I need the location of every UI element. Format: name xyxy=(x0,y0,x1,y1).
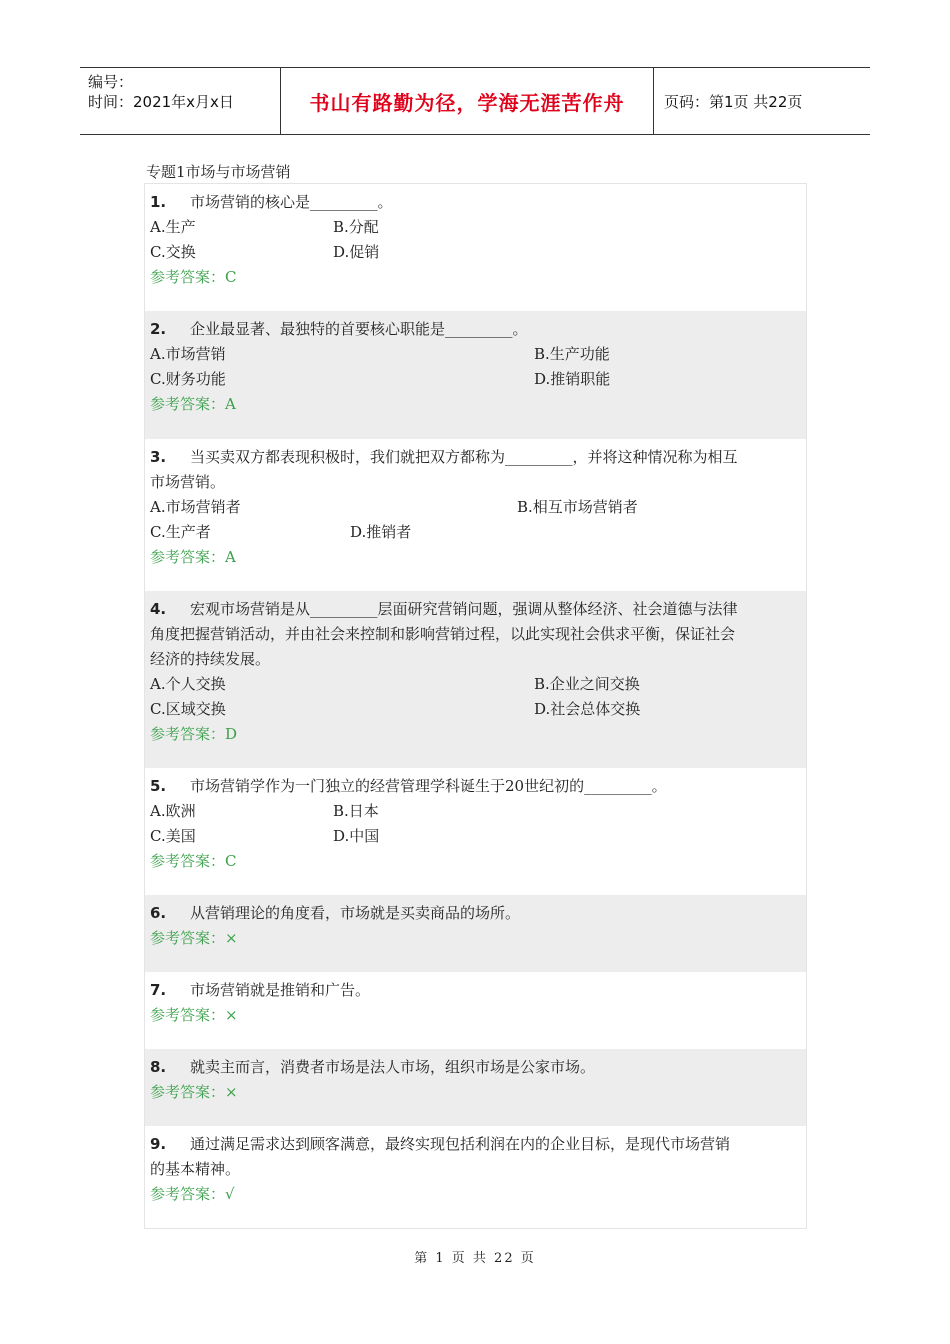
answer: 参考答案：A xyxy=(150,395,236,413)
question-item xyxy=(145,591,806,768)
document-date: 时间：2021年x月x日 xyxy=(88,93,234,111)
option: A.市场营销 xyxy=(150,345,226,363)
option: B.生产功能 xyxy=(534,345,610,363)
question-text-continued: 市场营销。 xyxy=(150,473,226,491)
question-item xyxy=(145,895,806,972)
section-title: 专题1市场与市场营销 xyxy=(146,163,291,181)
answer: 参考答案：D xyxy=(150,725,238,743)
header-motto-cell xyxy=(281,68,654,134)
option: A.市场营销者 xyxy=(150,498,241,516)
question-number: 1. xyxy=(150,193,167,211)
question-text: 当买卖双方都表现积极时，我们就把双方都称为_________，并将这种情况称为相互 xyxy=(190,448,738,466)
question-text-continued: 的基本精神。 xyxy=(150,1160,241,1178)
question-text: 市场营销学作为一门独立的经营管理学科诞生于20世纪初的_________。 xyxy=(190,777,667,795)
question-text-continued: 经济的持续发展。 xyxy=(150,650,271,668)
question-text: 通过满足需求达到顾客满意，最终实现包括利润在内的企业目标，是现代市场营销 xyxy=(190,1135,731,1153)
option: D.社会总体交换 xyxy=(534,700,641,718)
question-text: 从营销理论的角度看，市场就是买卖商品的场所。 xyxy=(190,904,521,922)
option: B.分配 xyxy=(333,218,379,236)
option: B.日本 xyxy=(333,802,379,820)
question-text: 就卖主而言，消费者市场是法人市场，组织市场是公家市场。 xyxy=(190,1058,596,1076)
answer: 参考答案：A xyxy=(150,548,236,566)
option: C.财务功能 xyxy=(150,370,226,388)
question-number: 3. xyxy=(150,448,167,466)
option: C.交换 xyxy=(150,243,196,261)
question-number: 7. xyxy=(150,981,167,999)
option: A.个人交换 xyxy=(150,675,226,693)
header-meta xyxy=(80,68,281,134)
question-item xyxy=(145,768,806,895)
question-text: 市场营销的核心是_________。 xyxy=(190,193,393,211)
answer: 参考答案：× xyxy=(150,1006,238,1024)
option: D.促销 xyxy=(333,243,380,261)
option: C.生产者 xyxy=(150,523,211,541)
answer: 参考答案：C xyxy=(150,268,237,286)
question-number: 8. xyxy=(150,1058,167,1076)
question-number: 6. xyxy=(150,904,167,922)
question-text: 市场营销就是推销和广告。 xyxy=(190,981,371,999)
question-list xyxy=(144,183,807,1229)
header-page-info: 页码：第1页 共22页 xyxy=(664,92,803,111)
header-table xyxy=(80,67,870,135)
question-item xyxy=(145,184,806,311)
option: C.美国 xyxy=(150,827,196,845)
question-number: 5. xyxy=(150,777,167,795)
option: D.推销者 xyxy=(350,523,412,541)
motto: 书山有路勤为径，学海无涯苦作舟 xyxy=(309,90,625,115)
question-item xyxy=(145,311,806,439)
document-number-label: 编号： xyxy=(88,73,134,91)
option: A.欧洲 xyxy=(150,802,196,820)
answer: 参考答案：C xyxy=(150,852,237,870)
question-number: 9. xyxy=(150,1135,167,1153)
option: A.生产 xyxy=(150,218,196,236)
question-number: 4. xyxy=(150,600,167,618)
option: D.中国 xyxy=(333,827,380,845)
option: D.推销职能 xyxy=(534,370,611,388)
question-text: 企业最显著、最独特的首要核心职能是_________。 xyxy=(190,320,528,338)
question-text-continued: 角度把握营销活动，并由社会来控制和影响营销过程，以此实现社会供求平衡，保证社会 xyxy=(150,625,736,643)
answer: 参考答案：× xyxy=(150,1083,238,1101)
answer: 参考答案：× xyxy=(150,929,238,947)
answer: 参考答案：√ xyxy=(150,1185,235,1203)
question-item xyxy=(145,1126,806,1228)
page-footer: 第 1 页 共 22 页 xyxy=(414,1251,536,1266)
question-number: 2. xyxy=(150,320,167,338)
question-text: 宏观市场营销是从_________层面研究营销问题，强调从整体经济、社会道德与法律 xyxy=(190,600,738,618)
question-item xyxy=(145,1049,806,1126)
question-item xyxy=(145,439,806,591)
option: C.区域交换 xyxy=(150,700,226,718)
option: B.企业之间交换 xyxy=(534,675,640,693)
question-item xyxy=(145,972,806,1049)
option: B.相互市场营销者 xyxy=(517,498,638,516)
